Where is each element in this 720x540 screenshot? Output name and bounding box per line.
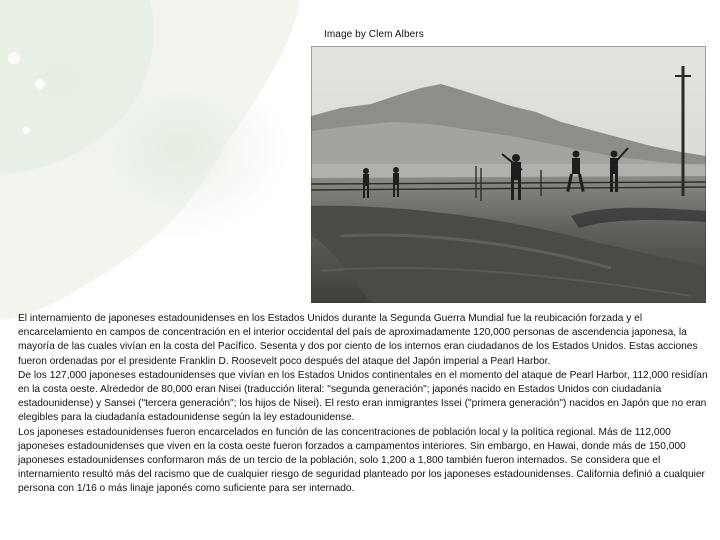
paragraph: Los japoneses estadounidenses fueron encarcelados en función de las concentraciones de población local y la política regional. Más de 112,000 japoneses estadounidenses que viven en la costa oeste fueron forzados a campamentos interiores. Sin embargo, en Hawai, donde más de 150,000 japoneses estadounidenses conformaron más de un tercio de la población, solo 1,200 a 1,800 también fueron internados. Se considera que el internamiento resultó más del racismo que de cualquier riesgo de seguridad planteado por los japoneses estadounidenses. California definió a cualquier persona con 1/16 o más linaje japonés como suficiente para ser internado.: [18, 426, 705, 495]
paragraph: El internamiento de japoneses estadounidenses en los Estados Unidos durante la Segunda Guerra Mundial fue la reubicación forzada y el encarcelamiento en campos de concentración en el interior occidental del país de aproximadamente 120,000 personas de ascendencia japonesa, la mayoría de las cuales vivían en la costa del Pacífico. Sesenta y dos por ciento de los internos eran ciudadanos de los Estados Unidos. Estas acciones fueron ordenadas por el presidente Franklin D. Roosevelt poco después del ataque del Japón imperial a Pearl Harbor.: [18, 313, 698, 367]
image-credit: Image by Clem Albers: [324, 29, 424, 40]
paragraph: De los 127,000 japoneses estadounidenses que vivían en los Estados Unidos continentales en el momento del ataque de Pearl Harbor, 112,000 residían en la costa oeste. Alrededor de 80,000 eran Nisei (traducción literal: "segunda generación"; japonés nacido en Estados Unidos con ciudadanía estadounidense) y Sansei ("tercera generación"; los hijos de Nisei). El resto eran inmigrantes Issei ("primera generación") nacidos en Japón que no eran elegibles para la ciudadanía estadounidense según la ley estadounidense.: [18, 369, 708, 424]
historical-photo: [311, 46, 706, 303]
article-text: [18, 312, 714, 497]
